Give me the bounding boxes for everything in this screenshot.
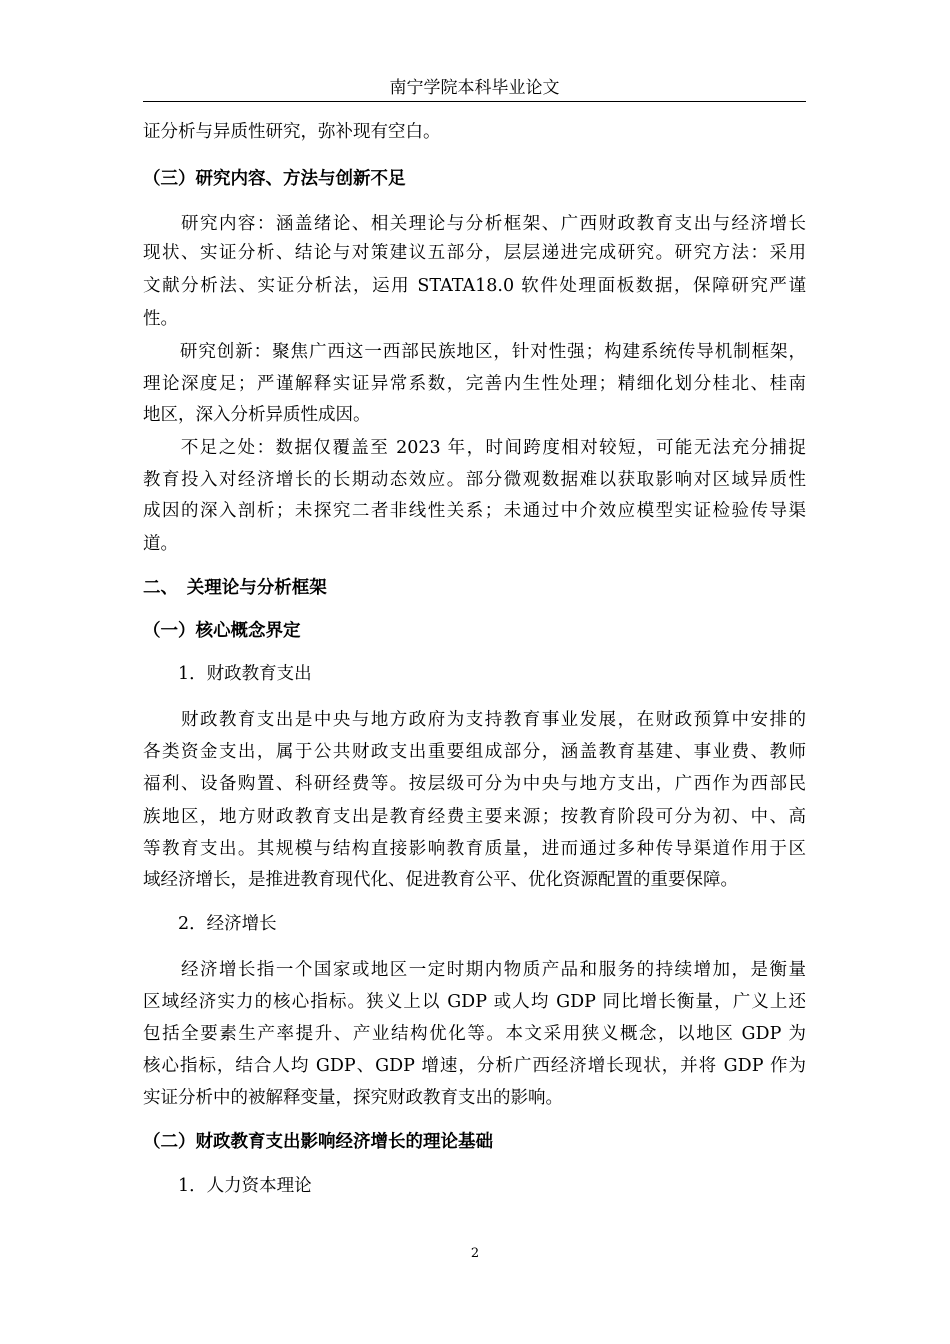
body-line: 等教育支出。其规模与结构直接影响教育质量，进而通过多种传导渠道作用于区 — [143, 839, 806, 859]
body-line: 财政教育支出是中央与地方政府为支持教育事业发展，在财政预算中安排的 — [143, 710, 806, 730]
section-heading: （一）核心概念界定 — [143, 621, 301, 641]
body-line: 福利、设备购置、科研经费等。按层级可分为中央与地方支出，广西作为西部民 — [143, 774, 806, 794]
body-line: 研究创新：聚焦广西这一西部民族地区，针对性强；构建系统传导机制框架， — [143, 342, 806, 362]
body-line: 经济增长指一个国家或地区一定时期内物质产品和服务的持续增加，是衡量 — [143, 960, 806, 980]
subsection-heading: 2．经济增长 — [143, 914, 277, 934]
body-line: 各类资金支出，属于公共财政支出重要组成部分，涵盖教育基建、事业费、教师 — [143, 742, 806, 762]
body-line: 不足之处：数据仅覆盖至 2023 年，时间跨度相对较短，可能无法充分捕捉 — [143, 438, 806, 458]
chapter-heading: 二、 关理论与分析框架 — [143, 578, 327, 598]
subsection-heading: 1．人力资本理论 — [143, 1176, 312, 1196]
body-line: 性。 — [143, 309, 178, 329]
body-line: 核心指标，结合人均 GDP、GDP 增速，分析广西经济增长现状，并将 GDP 作为 — [143, 1056, 806, 1076]
body-line: 教育投入对经济增长的长期动态效应。部分微观数据难以获取影响对区域异质性 — [143, 470, 806, 490]
body-line: 道。 — [143, 534, 178, 554]
header-divider — [143, 101, 806, 102]
subsection-heading: 1．财政教育支出 — [143, 664, 312, 684]
body-line: 实证分析中的被解释变量，探究财政教育支出的影响。 — [143, 1088, 563, 1108]
body-line: 现状、实证分析、结论与对策建议五部分，层层递进完成研究。研究方法：采用 — [143, 243, 806, 263]
page-number: 2 — [470, 1246, 480, 1261]
body-line: 区域经济实力的核心指标。狭义上以 GDP 或人均 GDP 同比增长衡量，广义上还 — [143, 992, 806, 1012]
body-line: 成因的深入剖析；未探究二者非线性关系；未通过中介效应模型实证检验传导渠 — [143, 501, 806, 521]
body-line: 理论深度足；严谨解释实证异常系数，完善内生性处理；精细化划分桂北、桂南 — [143, 374, 806, 394]
body-line: 地区，深入分析异质性成因。 — [143, 405, 371, 425]
body-line: 包括全要素生产率提升、产业结构优化等。本文采用狭义概念，以地区 GDP 为 — [143, 1024, 806, 1044]
section-heading: （二）财政教育支出影响经济增长的理论基础 — [143, 1132, 493, 1152]
body-line: 族地区，地方财政教育支出是教育经费主要来源；按教育阶段可分为初、中、高 — [143, 807, 806, 827]
body-line: 证分析与异质性研究，弥补现有空白。 — [143, 122, 441, 142]
body-line: 文献分析法、实证分析法，运用 STATA18.0 软件处理面板数据，保障研究严谨 — [143, 276, 806, 296]
body-line: 域经济增长，是推进教育现代化、促进教育公平、优化资源配置的重要保障。 — [143, 870, 738, 890]
body-line: 研究内容：涵盖绪论、相关理论与分析框架、广西财政教育支出与经济增长 — [143, 214, 806, 234]
section-heading: （三）研究内容、方法与创新不足 — [143, 169, 406, 189]
running-header: 南宁学院本科毕业论文 — [389, 78, 560, 98]
